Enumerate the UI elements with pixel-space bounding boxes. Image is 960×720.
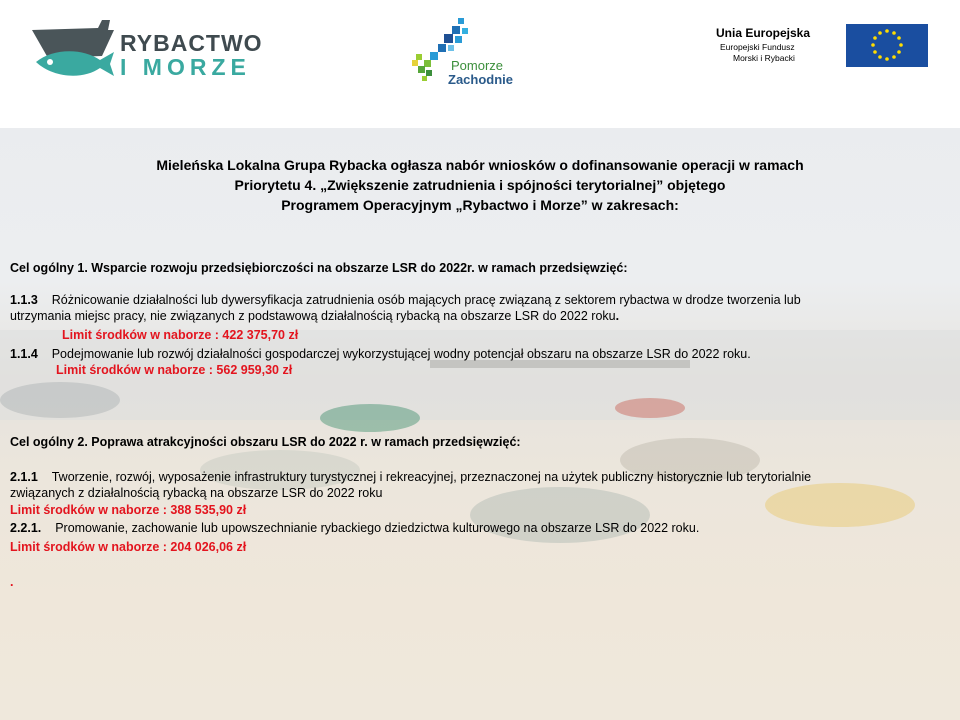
goal2-item1-text-b: związanych z działalnością rybacką na obszarze LSR do 2022 roku (10, 486, 383, 500)
pomorze-text: Pomorze (451, 58, 504, 73)
goal1-item2-text: Podejmowanie lub rozwój działalności gospodarczej wykorzystującej wodny potencjał obszaru na obszarze LSR do 2022 roku. (51, 347, 751, 361)
goal1-item1-line-b (10, 308, 619, 324)
goal2-item1-code: 2.1.1 (10, 470, 38, 484)
goal1-item1-text-b: utrzymania miejsc pracy, nie związanych z podstawową działalnością rybacką na obszarze LSR do 2022 roku (10, 309, 616, 323)
trailing-dot: . (10, 575, 14, 589)
goal1-item1-text-a: Różnicowanie działalności lub dywersyfikacja zatrudnienia osób mających pracę związaną z sektorem rybactwa w drodze tworzenia lub (51, 293, 801, 307)
goal1-item1-code: 1.1.3 (10, 293, 38, 307)
goal1-item1-line-a (10, 292, 801, 308)
announcement-line-1: Mieleńska Lokalna Grupa Rybacka ogłasza nabór wniosków o dofinansowanie operacji w ramach (156, 157, 804, 173)
goal2-item1-line-a (10, 469, 811, 485)
goal1-item2-limit: Limit środków w naborze : 562 959,30 zł (56, 363, 293, 377)
rybactwo-i-morze-logo (28, 18, 263, 82)
logo-header (0, 0, 960, 128)
goal2-item1-text-a: Tworzenie, rozwój, wyposażenie infrastruktury turystycznej i rekreacyjnej, przeznaczonej na użytek publiczny historycznie lub terytorialnie (51, 470, 812, 484)
zachodnie-text: Zachodnie (448, 72, 514, 87)
goal1-item1-dot: . (615, 309, 620, 323)
eu-title: Unia Europejska (716, 26, 811, 40)
goal2-item2-code: 2.2.1. (10, 521, 42, 535)
announcement-line-2: Priorytetu 4. „Zwiększenie zatrudnienia i spójności terytorialnej” objętego (234, 177, 726, 193)
i-morze-text: I MORZE (120, 54, 251, 80)
goal1-item2-line (10, 346, 751, 362)
goal2-item1-limit: Limit środków w naborze : 388 535,90 zł (10, 503, 247, 517)
eu-fund-line1: Europejski Fundusz (720, 42, 795, 52)
eu-fund-line2: Morski i Rybacki (733, 53, 795, 63)
goal2-item2-line (10, 520, 699, 536)
goal2-item2-text: Promowanie, zachowanie lub upowszechnianie rybackiego dziedzictwa kulturowego na obszarze LSR do 2022 roku. (55, 521, 700, 535)
goal1-item2-code: 1.1.4 (10, 347, 38, 361)
eu-flag-icon (846, 24, 928, 67)
pomorze-zachodnie-logo (408, 16, 538, 90)
goal1-item1-limit: Limit środków w naborze : 422 375,70 zł (62, 328, 299, 342)
announcement-line-3: Programem Operacyjnym „Rybactwo i Morze” w zakresach: (281, 197, 679, 213)
eu-logo (706, 24, 931, 72)
goal2-heading: Cel ogólny 2. Poprawa atrakcyjności obszaru LSR do 2022 r. w ramach przedsięwzięć: (10, 435, 521, 449)
goal2-item2-limit: Limit środków w naborze : 204 026,06 zł (10, 540, 247, 554)
rybactwo-text: RYBACTWO (120, 30, 263, 56)
fish-boat-icon (28, 18, 120, 82)
goal1-heading: Cel ogólny 1. Wsparcie rozwoju przedsiębiorczości na obszarze LSR do 2022r. w ramach przedsięwzięć: (10, 261, 628, 275)
